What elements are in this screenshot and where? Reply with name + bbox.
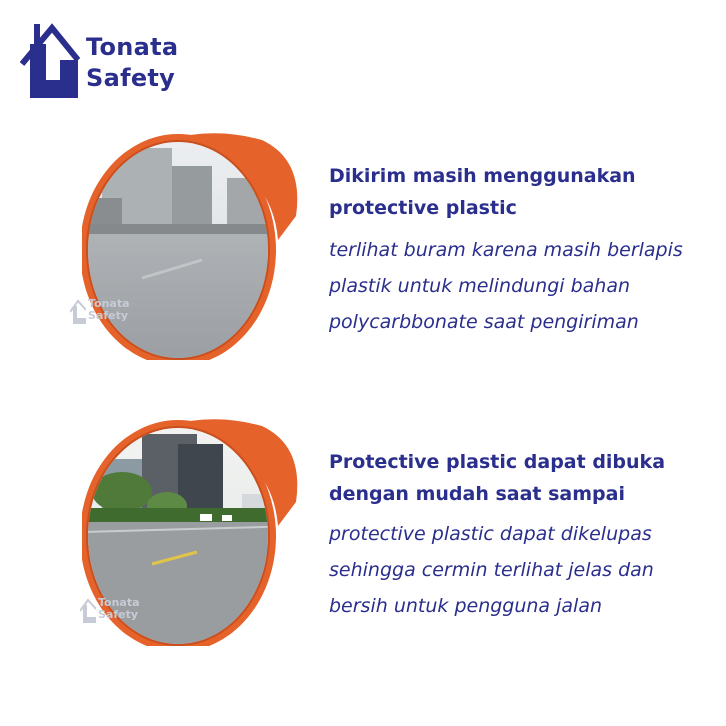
watermark (70, 297, 130, 327)
watermark-logo-icon (80, 597, 96, 623)
heading-line: Dikirim masih menggunakan (329, 165, 636, 187)
watermark-line1: Tonata (88, 297, 130, 310)
section-2-description (329, 516, 721, 624)
watermark-line2: Safety (98, 608, 139, 621)
watermark-line1: Tonata (98, 596, 140, 609)
heading-line: Protective plastic dapat dibuka (329, 451, 666, 473)
brand-name-line2: Safety (86, 64, 176, 92)
house-logo-icon (20, 22, 80, 100)
watermark-line2: Safety (88, 309, 129, 322)
description-line: plastik untuk melindungi bahan (329, 275, 631, 297)
description-line: terlihat buram karena masih berlapis (329, 239, 683, 261)
brand-name (86, 32, 178, 94)
brand-name-line1: Tonata (86, 33, 179, 61)
heading-line: protective plastic (329, 197, 517, 219)
description-line: polycarbbonate saat pengiriman (329, 311, 639, 333)
heading-line: dengan mudah saat sampai (329, 483, 625, 505)
watermark (80, 596, 140, 626)
section-1-heading (329, 160, 719, 224)
section-2-heading (329, 446, 719, 510)
brand-logo (20, 22, 190, 102)
watermark-logo-icon (70, 298, 86, 324)
description-line: sehingga cermin terlihat jelas dan (329, 559, 654, 581)
description-line: bersih untuk pengguna jalan (329, 595, 603, 617)
description-line: protective plastic dapat dikelupas (329, 523, 652, 545)
section-1-description (329, 232, 721, 340)
mirror-with-plastic-image (82, 128, 302, 360)
